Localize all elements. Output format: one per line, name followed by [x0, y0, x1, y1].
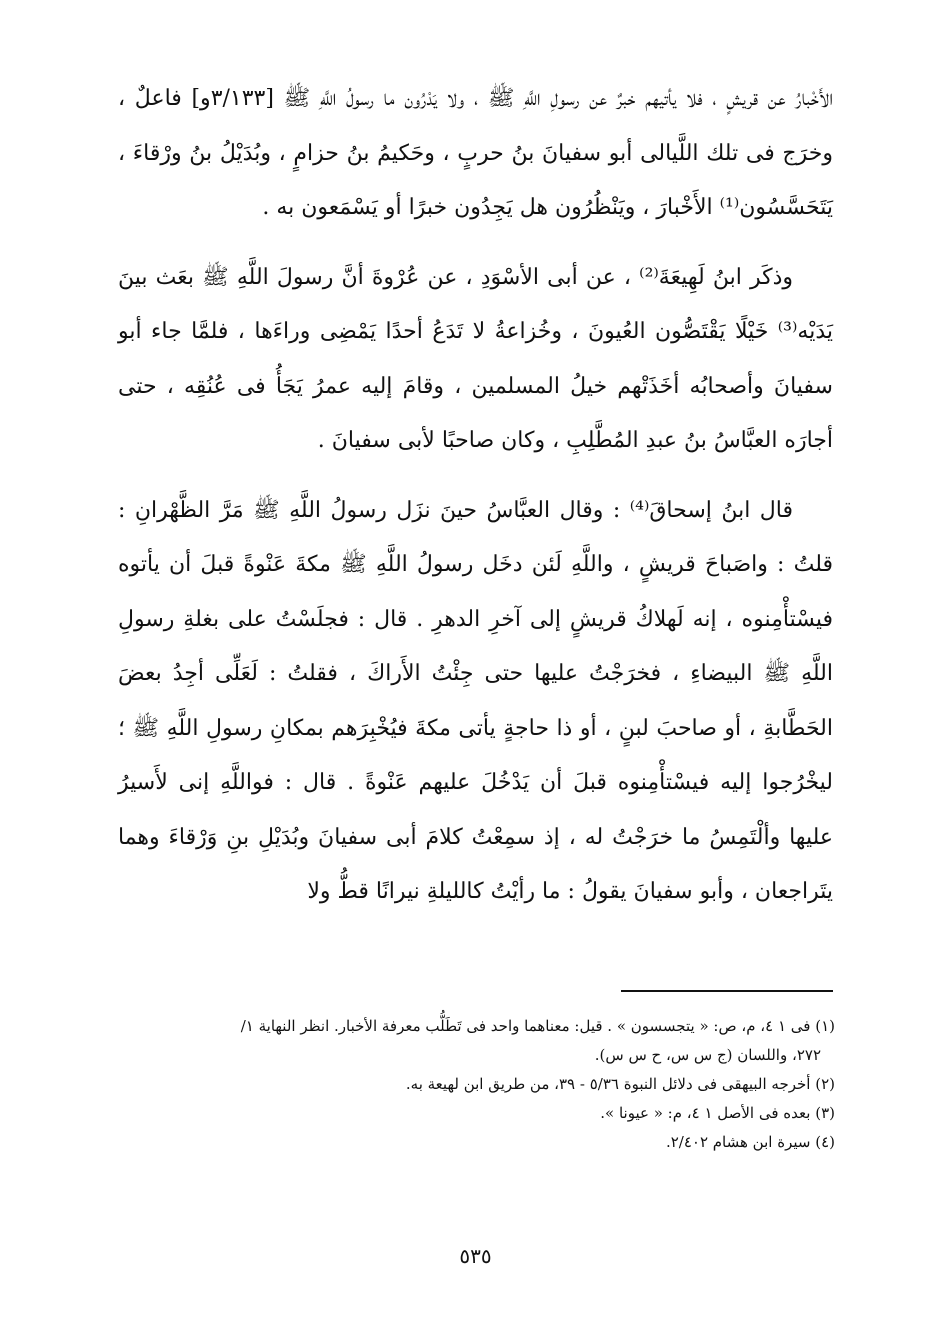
paragraph-1: الأَخْبارُ عن قريشٍ ، فلا يأتيهم خبرٌ عن رسولِ اللَّهِ ﷺ ، ولا يَدْرُون ما رسولُ اللَّهِ ﷺ [٣/١٣٣و] فاعلٌ ، وخرَج فى تلك اللَّيالى أبو سفيانَ بنُ حربٍ ، وحَكيمُ بنُ حزامٍ ، وبُدَيْلُ بنُ ورْقاءَ ، يَتَحَسَّسُون⁽¹⁾ الأَخْبارَ ، ويَنْظُرُون هل يَجِدُون خبرًا أو يَسْمَعون به .: [118, 86, 833, 220]
footnote-1: (١) فى ١ ٤، م، ص: « يتجسسون » . قيل: معناهما واحد فى تَطَلُّب معرفة الأخبار. انظر النهاية ١/: [240, 1017, 835, 1035]
footnote-1-continuation: ٢٧٢، واللسان (ج س س، ح س س).: [594, 1046, 821, 1064]
footnote-3: (٣) بعده فى الأصل ١ ٤، م: « عيونا ».: [600, 1104, 835, 1122]
page-number: ٥٣٥: [459, 1244, 492, 1268]
main-text: [118, 72, 833, 935]
footnote-4: (٤) سيرة ابن هشام ٢/٤٠٢.: [665, 1133, 835, 1151]
paragraph-2: وذكَر ابنُ لَهِيعَةَ⁽²⁾ ، عن أبى الأسْوَدِ ، عن عُرْوةَ أنَّ رسولَ اللَّهِ ﷺ بعَث بينَ يَدَيْه⁽³⁾ خَيْلًا يَقْتَصُّون العُيونَ ، وخُزاعةُ لا تَدَعُ أحدًا يَمْضِى وراءَها ، فلمَّا جاء أبو سفيانَ وأصحابُه أخَذَتْهم خيلُ المسلمين ، وقامَ إليه عمرُ يَجَأُ فى عُنُقِه ، حتى أجارَه العبَّاسُ بنُ عبدِ المُطَّلِبِ ، وكان صاحبًا لأبى سفيانَ .: [118, 264, 833, 453]
footnotes: [110, 1012, 835, 1157]
paragraph-3: قال ابنُ إسحاقَ⁽⁴⁾ : وقال العبَّاسُ حينَ نزَل رسولُ اللَّهِ ﷺ مَرَّ الظَّهْرانِ : قلتُ : واصَباحَ قريشٍ ، واللَّهِ لَئن دخَل رسولُ اللَّهِ ﷺ مكةَ عَنْوةً قبلَ أن يأتوه فيسْتأْمِنوه ، إنه لَهلاكُ قريشٍ إلى آخرِ الدهرِ . قال : فجلَسْتُ على بغلةِ رسولِ اللَّهِ ﷺ البيضاءِ ، فخرَجْتُ عليها حتى جِئْتُ الأَراكَ ، فقلتُ : لَعَلِّى أجِدُ بعضَ الحَطَّابةِ ، أو صاحبَ لبنٍ ، أو ذا حاجةٍ يأتى مكةَ فيُخْبِرَهم بمكانِ رسولِ اللَّهِ ﷺ ؛ ليخْرُجوا إليه فيسْتأْمِنوه قبلَ أن يَدْخُلَ عليهم عَنْوةً . قال : فواللَّهِ إنى لأَسيرُ عليها وألْتَمِسُ ما خرَجْتُ له ، إذ سمِعْتُ كلامَ أبى سفيانَ وبُدَيْلِ بنِ وَرْقاءَ وهما يتَراجعان ، وأبو سفيانَ يقولُ : ما رأيْتُ كالليلةِ نيرانًا قطُّ ولا: [118, 497, 833, 904]
footnote-2: (٢) أخرجه البيهقى فى دلائل النبوة ٥/٣٦ - ٣٩، من طريق ابن لهيعة به.: [405, 1075, 835, 1093]
footnote-separator: [621, 990, 833, 992]
